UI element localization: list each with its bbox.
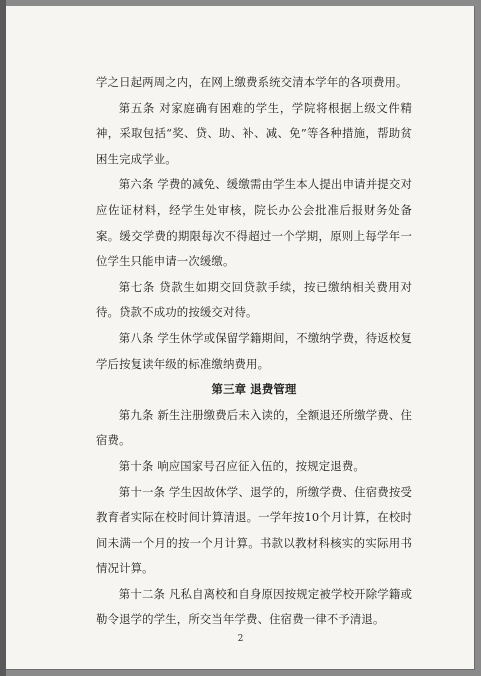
article-12: 第十二条 凡私自离校和自身原因按规定被学校开除学籍或勒令退学的学生，所交当年学费、住宿费一律不予清退。	[96, 586, 412, 627]
article-7: 第七条 贷款生如期交回贷款手续，按已缴纳相关费用对待。贷款不成功的按缓交对待。	[96, 279, 412, 320]
paragraph-continuation: 学之日起两周之内，在网上缴费系统交清本学年的各项费用。	[96, 75, 408, 89]
article-9: 第九条 新生注册缴费后未入读的，全额退还所缴学费、住宿费。	[96, 407, 412, 448]
chapter-heading: 第三章 退费管理	[211, 382, 297, 397]
page-number: 2	[237, 634, 244, 644]
article-5: 第五条 对家庭确有困难的学生，学院将根据上级文件精神，采取包括“奖、贷、助、补、减、免”等各种措施，帮助贫困生完成学业。	[96, 100, 412, 166]
article-11: 第十一条 学生因故休学、退学的，所缴学费、住宿费按受教育者实际在校时间计算清退。一学年按10个月计算，在校时间未满一个月的按一个月计算。书款以教材科核实的实际用书情况计算。	[96, 484, 412, 576]
document-page	[6, 6, 475, 670]
article-8: 第八条 学生休学或保留学籍期间，不缴纳学费，待返校复学后按复读年级的标准缴纳费用。	[96, 330, 412, 371]
page-body	[96, 70, 412, 633]
article-10: 第十条 响应国家号召应征入伍的，按规定退费。	[118, 458, 365, 473]
article-6: 第六条 学费的减免、缓缴需由学生本人提出申请并提交对应佐证材料，经学生处审核，院长办公会批准后报财务处备案。缓交学费的期限每次不得超过一个学期，原则上每学年一位学生只能申请一次缓缴。	[96, 177, 412, 269]
